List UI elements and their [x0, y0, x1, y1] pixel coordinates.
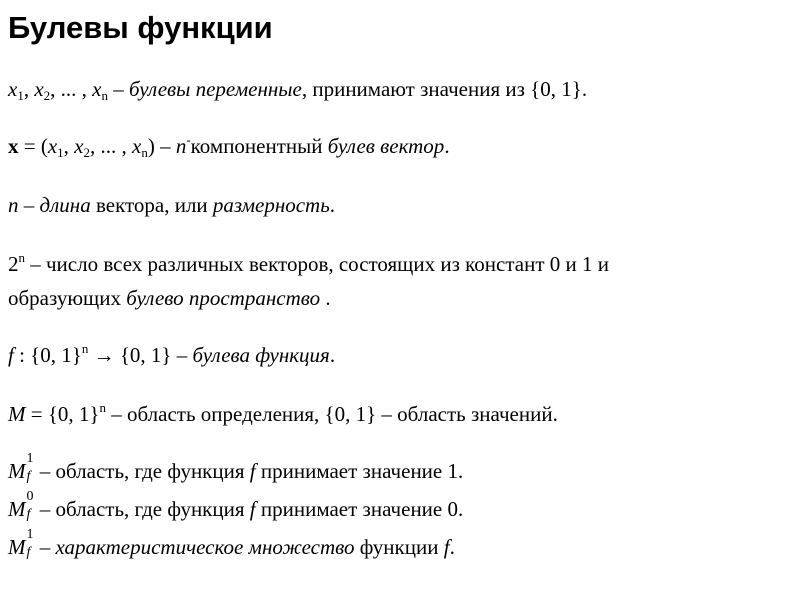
definition-text: образующих — [8, 286, 127, 310]
term-boolean-function: булева функция — [192, 343, 330, 367]
superscript: 0 — [26, 489, 34, 504]
func-f: f — [443, 535, 450, 559]
script-pair — [26, 489, 35, 522]
script-pair — [26, 527, 35, 560]
boolean-vector-definition — [8, 131, 450, 161]
definition-text: функции — [354, 535, 444, 559]
boolean-function-definition — [8, 340, 335, 370]
period: . — [320, 286, 331, 310]
term-characteristic-set: – характеристическое множество — [34, 535, 355, 559]
base-2: 2 — [8, 252, 19, 276]
definition-text: – число всех различных векторов, состоящих из констант 0 и 1 и — [25, 252, 609, 276]
boolean-variables-definition — [8, 74, 587, 104]
equals: = ( — [18, 134, 48, 158]
subscript-f: f — [26, 469, 31, 484]
definition-text: , принимают значения из {0, 1}. — [301, 77, 588, 101]
func-f: f — [249, 497, 256, 521]
var-x: x — [47, 134, 58, 158]
func-f: f — [8, 343, 14, 367]
var-x: x — [34, 77, 44, 101]
domain-set: : {0, 1} — [13, 343, 82, 367]
hyphen: - — [186, 132, 191, 147]
var-x: x — [132, 134, 142, 158]
superscript: 1 — [26, 451, 34, 466]
subscript-2: 2 — [83, 145, 90, 160]
page-title: Булевы функции — [8, 10, 273, 45]
vector-count-statement — [8, 249, 609, 279]
period: . — [329, 343, 336, 367]
set-M: M — [8, 402, 26, 426]
superscript: 1 — [26, 527, 34, 542]
period: . — [329, 193, 336, 217]
subscript-f: f — [26, 507, 31, 522]
vector-x: x — [8, 134, 19, 158]
set-M: M — [8, 535, 26, 559]
ellipsis: , ... , — [90, 134, 132, 158]
exponent-n: n — [18, 250, 25, 265]
period: . — [444, 134, 450, 158]
set-M: M — [8, 459, 26, 483]
script-pair — [26, 451, 35, 484]
var-x: x — [92, 77, 102, 101]
subscript-1: 1 — [57, 145, 64, 160]
var-x: x — [74, 134, 84, 158]
definition-text: – область, где функция — [34, 497, 250, 521]
term-boolean-space: булево пространство — [126, 286, 321, 310]
subscript-n: n — [141, 145, 148, 160]
func-f: f — [249, 459, 256, 483]
equals-set: = {0, 1} — [25, 402, 100, 426]
subscript-f: f — [26, 545, 31, 560]
definition-text: принимает значение 1. — [255, 459, 464, 483]
exponent-n: n — [81, 341, 89, 356]
subscript-1: 1 — [17, 88, 24, 103]
term-boolean-vector: булев вектор — [327, 134, 445, 158]
term-length: n – длина — [8, 193, 91, 217]
subscript-n: n — [101, 88, 108, 103]
vector-length-definition — [8, 190, 335, 220]
period: . — [449, 535, 455, 559]
definition-text: компонентный — [190, 134, 328, 158]
exponent-n: n — [99, 400, 107, 415]
m-f-one-definition — [8, 451, 464, 486]
m-f-zero-definition — [8, 489, 464, 524]
term-dimension: размерность — [212, 193, 330, 217]
var-n: n — [175, 134, 187, 158]
subscript-2: 2 — [43, 88, 51, 103]
var-x: x — [8, 77, 18, 101]
definition-text: принимает значение 0. — [255, 497, 464, 521]
separator: , — [23, 77, 35, 101]
set-M: M — [8, 497, 26, 521]
characteristic-set-definition — [8, 527, 455, 562]
definition-text: вектора, или — [90, 193, 213, 217]
separator: , — [63, 134, 75, 158]
dash: – — [107, 77, 129, 101]
boolean-space-statement — [8, 283, 331, 313]
definition-text: – область определения, {0, 1} – область значений. — [106, 402, 558, 426]
definition-text: – область, где функция — [34, 459, 250, 483]
close-paren: ) – — [147, 134, 176, 158]
term-boolean-variables: булевы переменные — [128, 77, 302, 101]
ellipsis: , ... , — [50, 77, 93, 101]
arrow-range: → {0, 1} – — [88, 343, 193, 367]
domain-definition — [8, 399, 558, 429]
